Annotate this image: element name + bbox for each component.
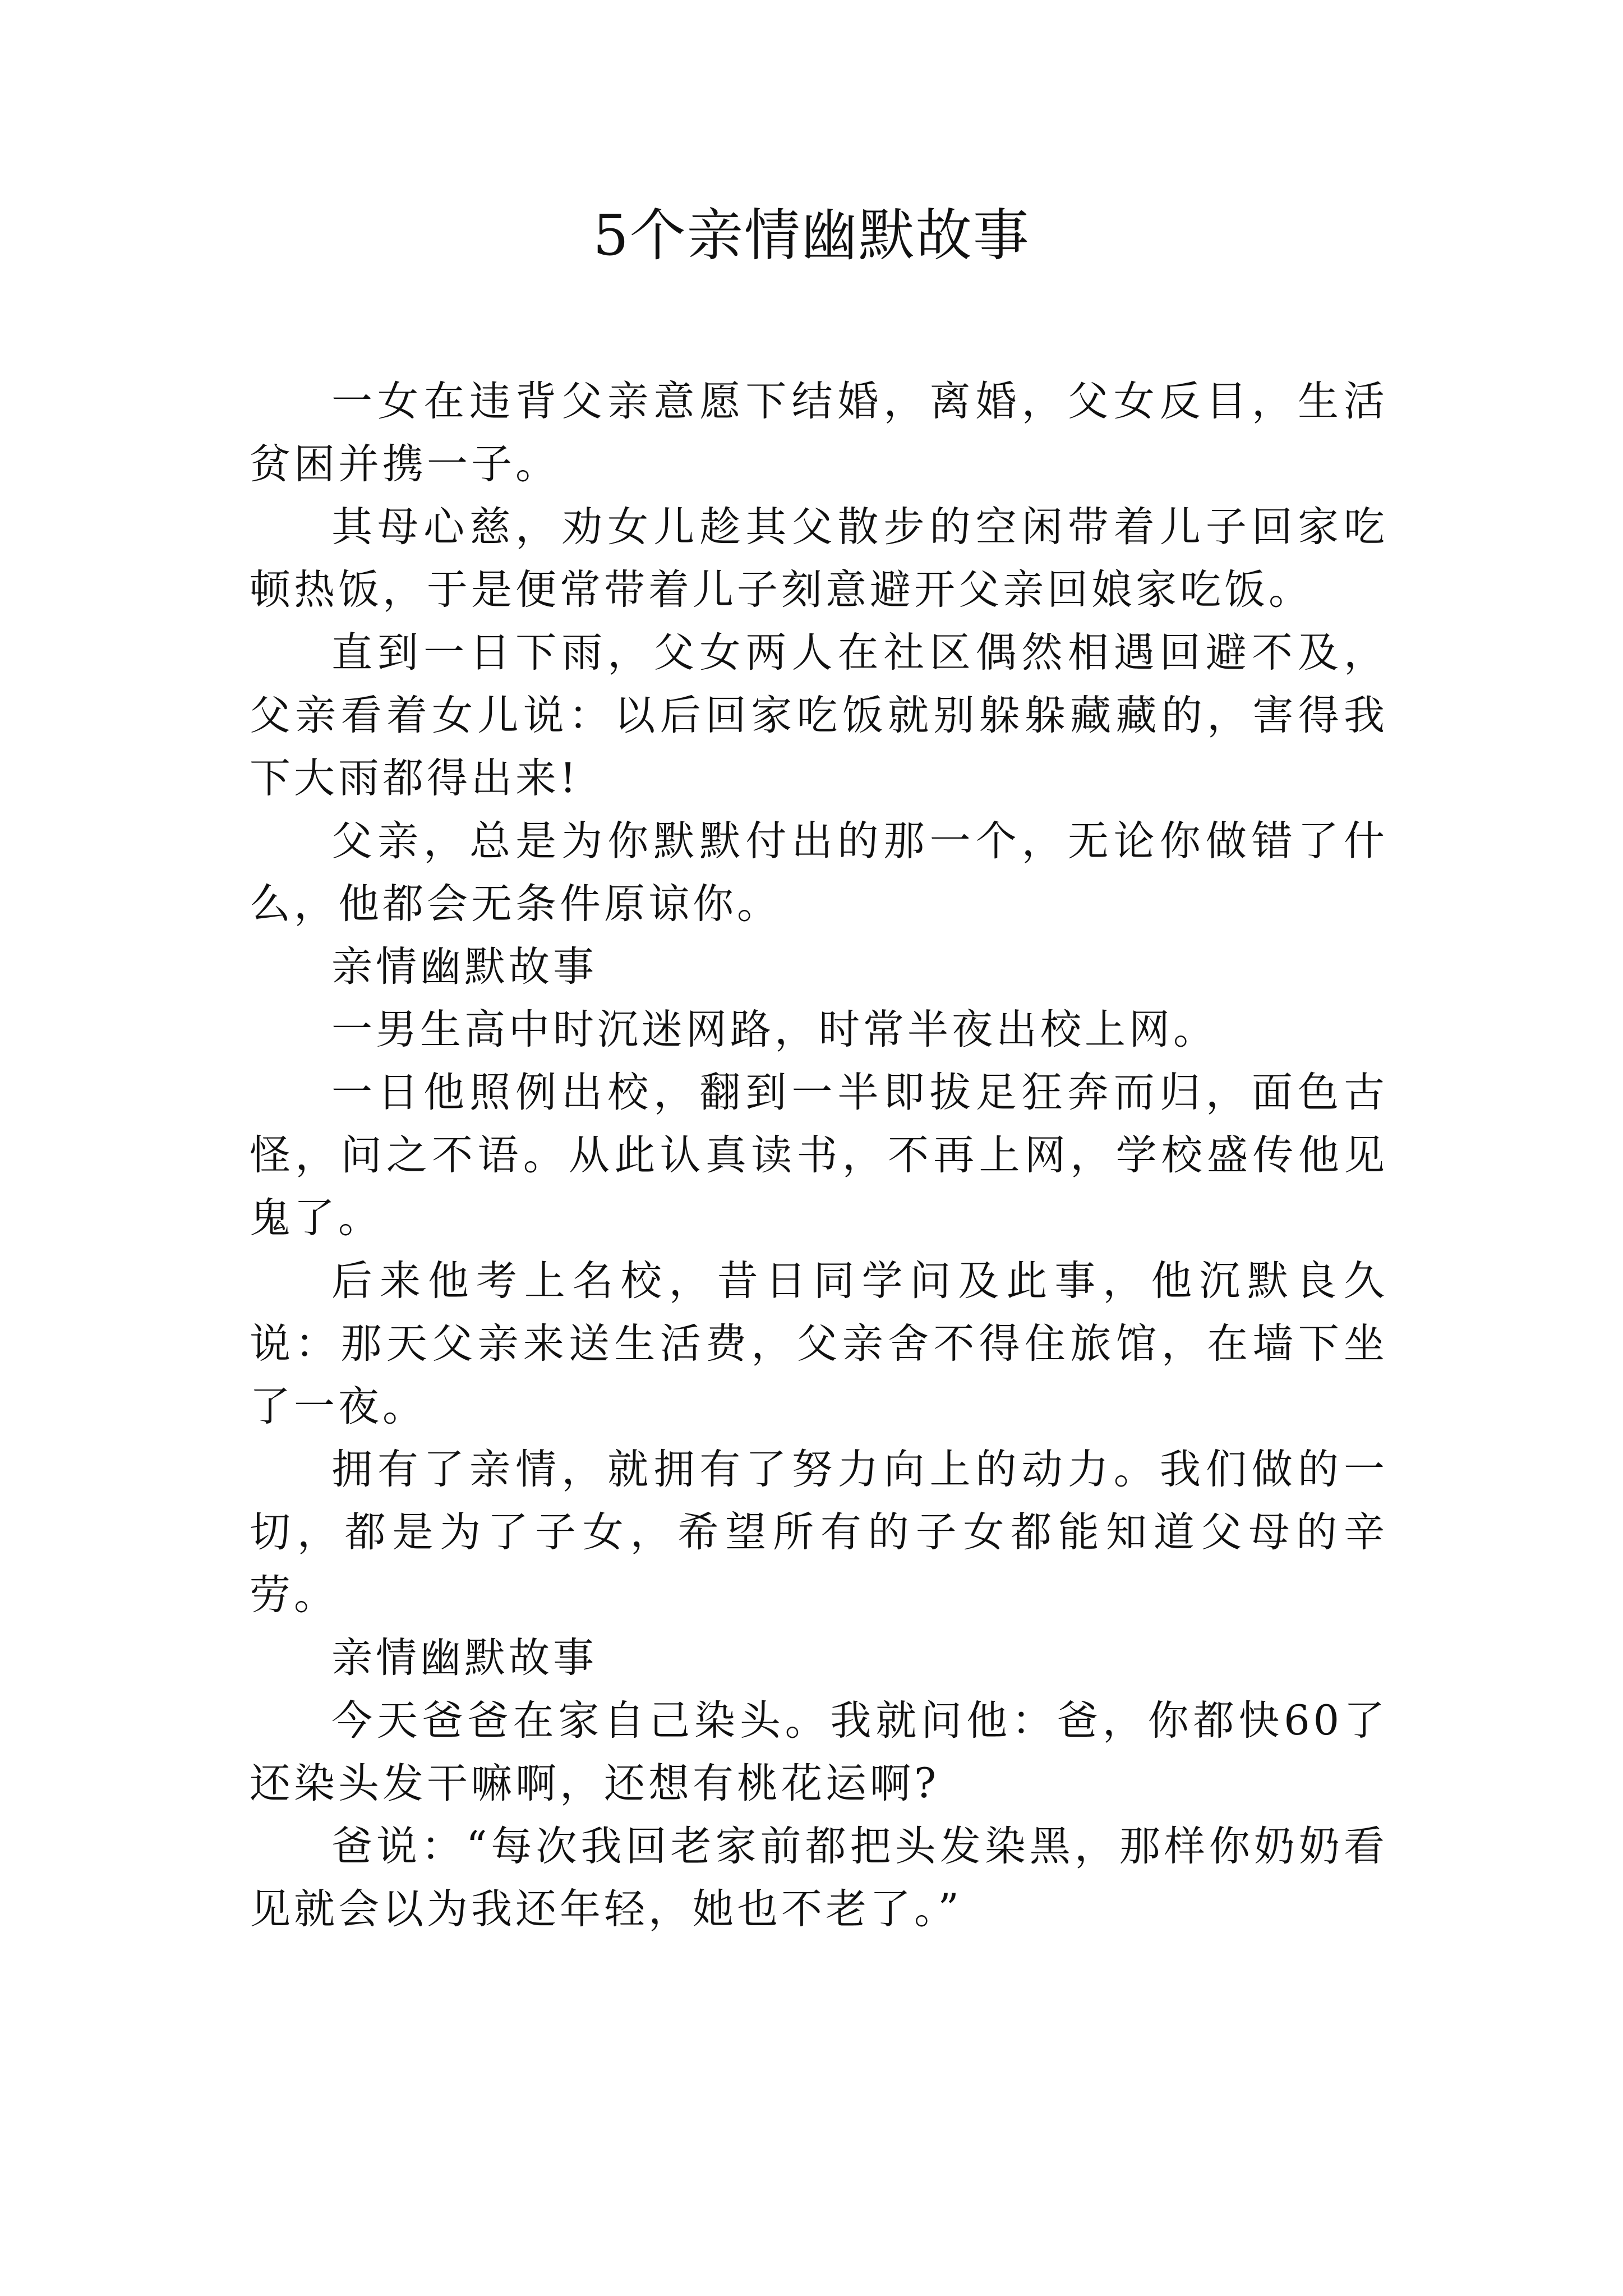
paragraph: 爸说：“每次我回老家前都把头发染黑，那样你奶奶看见就会以为我还年轻，她也不老了。” — [250, 1823, 1388, 1933]
paragraph: 拥有了亲情，就拥有了努力向上的动力。我们做的一切，都是为了子女，希望所有的子女都能知道父母的辛劳。 — [250, 1446, 1388, 1619]
section-heading: 亲情幽默故事 — [331, 943, 597, 991]
document-title: 5个亲情幽默故事 — [593, 203, 1030, 268]
paragraph: 一女在违背父亲意愿下结婚，离婚，父女反目，生活贫困并携一子。 — [250, 378, 1388, 488]
paragraph: 后来他考上名校，昔日同学问及此事，他沉默良久说：那天父亲来送生活费，父亲舍不得住旅馆，在墙下坐了一夜。 — [250, 1257, 1388, 1430]
paragraph: 其母心慈，劝女儿趁其父散步的空闲带着儿子回家吃顿热饭，于是便常带着儿子刻意避开父亲回娘家吃饭。 — [250, 503, 1388, 614]
document-body — [250, 370, 1388, 1941]
paragraph: 父亲，总是为你默默付出的那一个，无论你做错了什么，他都会无条件原谅你。 — [250, 817, 1388, 928]
paragraph: 一男生高中时沉迷网路，时常半夜出校上网。 — [331, 1006, 1218, 1053]
section-heading: 亲情幽默故事 — [331, 1634, 597, 1682]
paragraph: 一日他照例出校，翻到一半即拔足狂奔而归，面色古怪，问之不语。从此认真读书，不再上网，学校盛传他见鬼了。 — [250, 1069, 1388, 1242]
paragraph: 直到一日下雨，父女两人在社区偶然相遇回避不及，父亲看着女儿说：以后回家吃饭就别躲躲藏藏的，害得我下大雨都得出来! — [250, 629, 1388, 802]
paragraph: 今天爸爸在家自己染头。我就问他：爸，你都快60了还染头发干嘛啊，还想有桃花运啊? — [250, 1697, 1388, 1807]
